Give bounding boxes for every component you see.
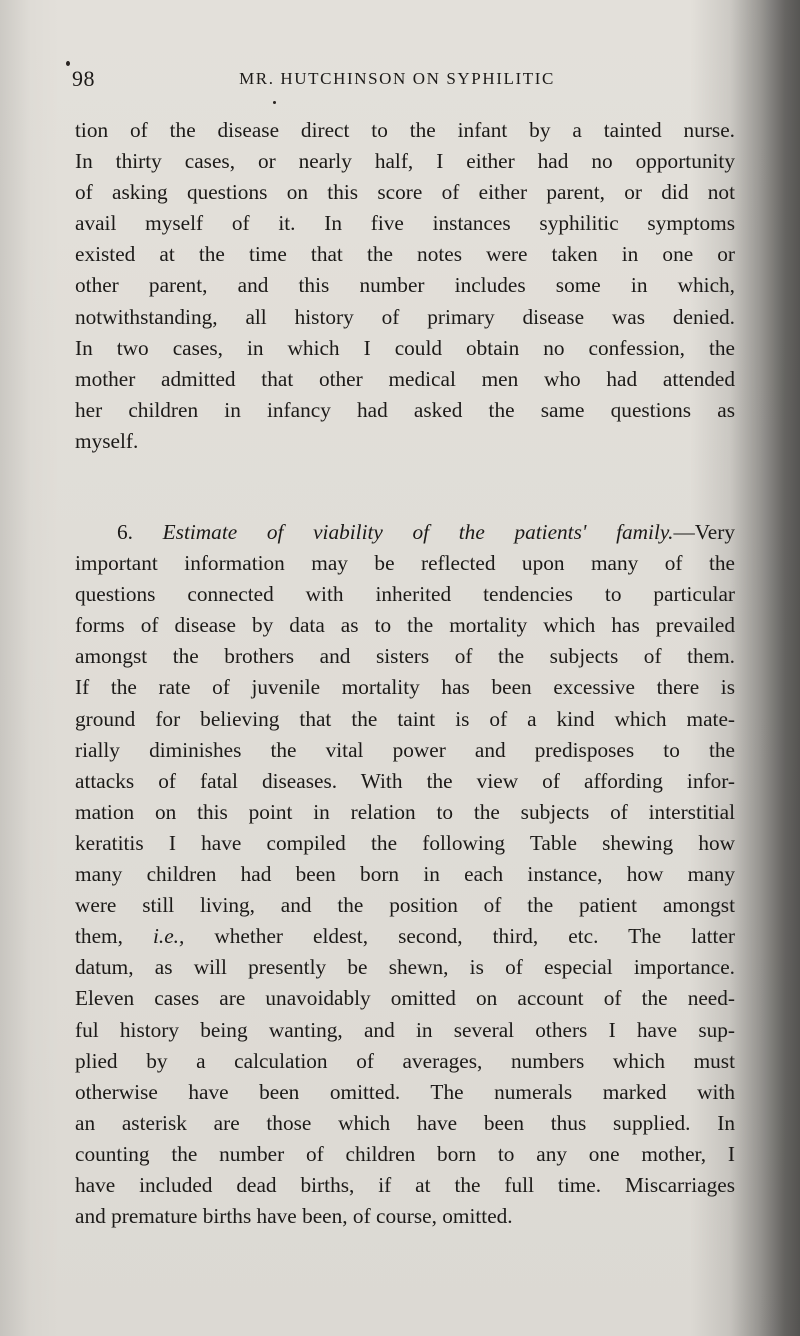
text-line: If the rate of juvenile mortality has been excessive there is (75, 675, 735, 700)
section-heading-line (75, 517, 735, 548)
text-line: her children in infancy had asked the same questions as (75, 397, 735, 422)
text-line: datum, as will presently be shewn, is of especial importance. (75, 955, 735, 980)
text-line: have included dead births, if at the full time. Miscarriages (75, 1172, 735, 1197)
text-line: attacks of fatal diseases. With the view of affording infor- (75, 768, 735, 793)
paragraph-2 (75, 517, 735, 1232)
text-line: questions connected with inherited tendencies to particular (75, 582, 735, 607)
ink-speck (273, 101, 276, 104)
text-line: rially diminishes the vital power and predisposes to the (75, 737, 735, 762)
text-line: tion of the disease direct to the infant by a tainted nurse. (75, 118, 735, 142)
text-line: other parent, and this number includes some in which, (75, 273, 735, 298)
text-line: ful history being wanting, and in several others I have sup- (75, 1017, 735, 1042)
text-line: mation on this point in relation to the subjects of interstitial (75, 799, 735, 824)
paragraph-1 (75, 115, 735, 457)
text-line: counting the number of children born to any one mother, I (75, 1141, 735, 1166)
text-line: of asking questions on this score of either parent, or did not (75, 180, 735, 205)
text-line: forms of disease by data as to the mortality which has prevailed (75, 613, 735, 638)
ie-line-rest: whether eldest, second, third, etc. The latter (184, 924, 735, 949)
text-line: otherwise have been omitted. The numerals marked with (75, 1079, 735, 1104)
text-line: notwithstanding, all history of primary disease was denied. (75, 304, 735, 329)
ie-abbreviation: i.e., (152, 924, 185, 949)
ie-line-start: them, (75, 924, 153, 949)
text-line: existed at the time that the notes were taken in one or (75, 242, 735, 267)
text-line: and premature births have been, of course, omitted. (75, 1204, 513, 1229)
ink-speck (66, 61, 70, 66)
text-line: plied by a calculation of averages, numbers which must (75, 1048, 735, 1073)
text-line: mother admitted that other medical men who had attended (75, 366, 735, 391)
text-line: an asterisk are those which have been thus supplied. In (75, 1110, 735, 1135)
text-line: important information may be reflected upon many of the (75, 551, 735, 576)
text-line: keratitis I have compiled the following Table shewing how (75, 830, 735, 855)
text-line: In two cases, in which I could obtain no confession, the (75, 335, 735, 360)
text-line: myself. (75, 428, 139, 453)
text-line: In thirty cases, or nearly half, I either had no opportunity (75, 149, 735, 174)
text-line: were still living, and the position of the patient amongst (75, 893, 735, 918)
text-line: avail myself of it. In five instances syphilitic symptoms (75, 211, 735, 236)
section-heading: Estimate of viability of the patients' family. (162, 520, 674, 544)
page-header (72, 66, 722, 100)
text-line-ie (75, 921, 735, 952)
text-line: many children had been born in each instance, how many (75, 862, 735, 887)
text-line: ground for believing that the taint is of a kind which mate- (75, 706, 735, 731)
heading-line-rest: —Very (673, 520, 735, 544)
section-number: 6. (117, 520, 133, 544)
text-line: Eleven cases are unavoidably omitted on account of the need- (75, 986, 735, 1011)
page-number: 98 (72, 66, 95, 91)
text-line: amongst the brothers and sisters of the subjects of them. (75, 644, 735, 669)
running-title: MR. HUTCHINSON ON SYPHILITIC (239, 69, 555, 88)
